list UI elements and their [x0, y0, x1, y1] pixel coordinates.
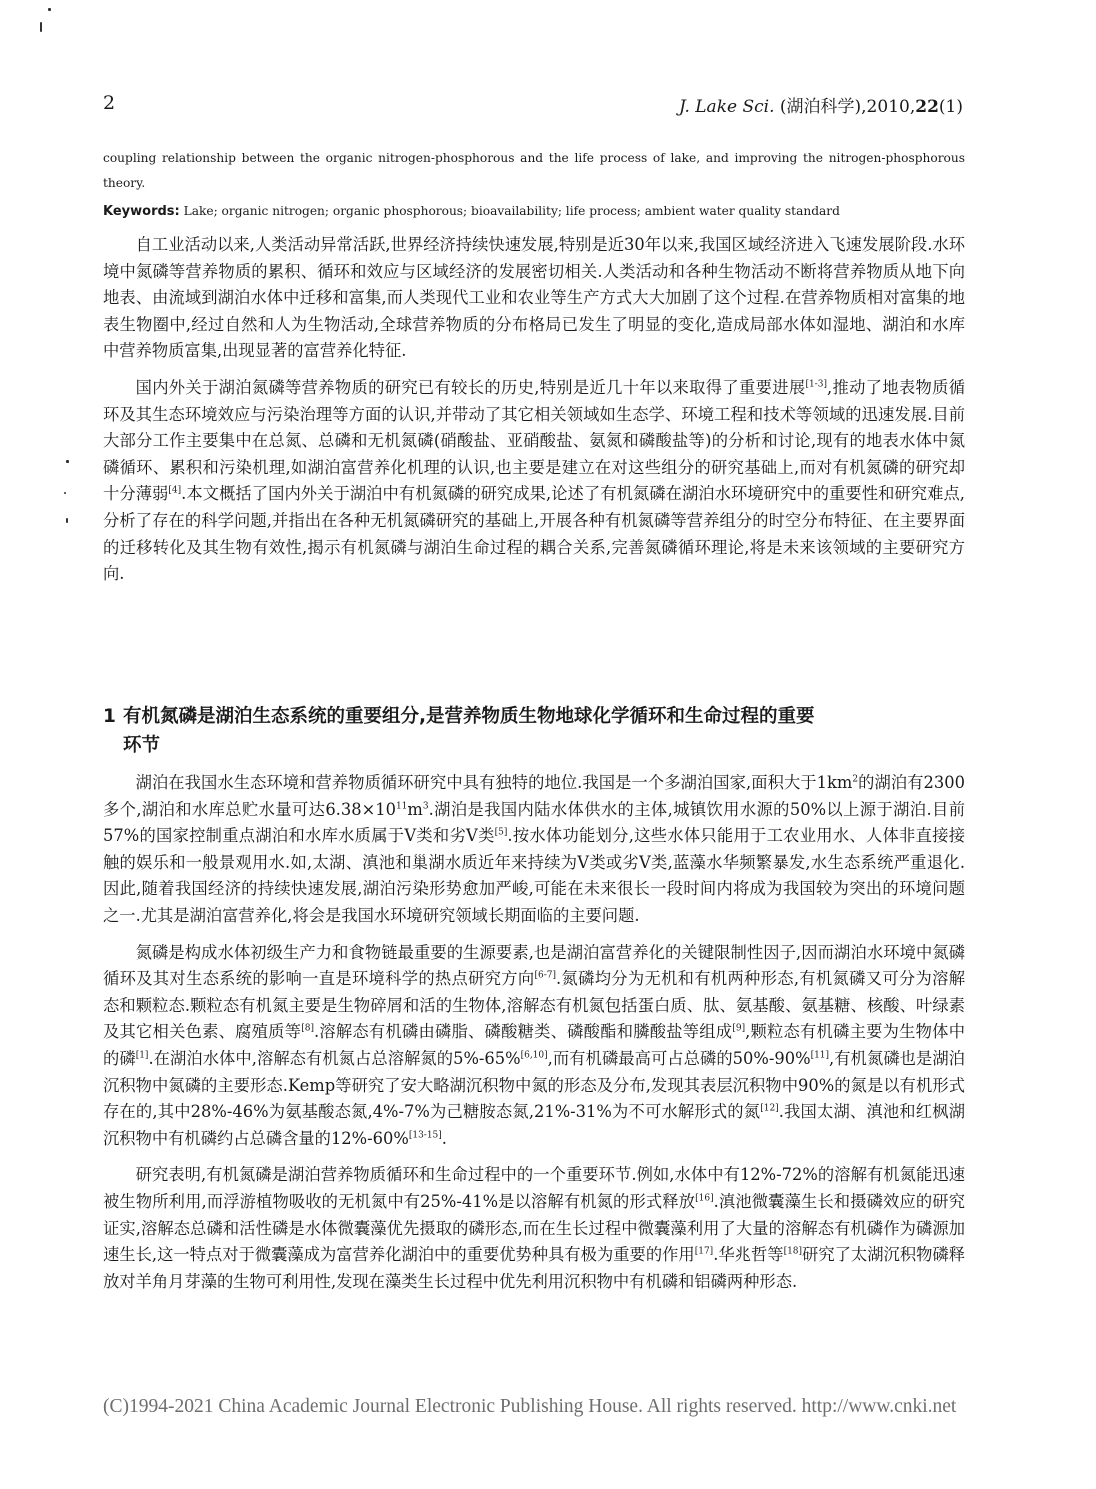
text-run: .在湖泊水体中,溶解态有机氮占总溶解氮的5%-65%: [148, 1048, 521, 1068]
running-header: [103, 92, 963, 120]
section-number: 1: [103, 706, 116, 727]
section-heading: [103, 702, 965, 760]
keywords: [103, 200, 983, 223]
text-run: .按水体功能划分,这些水体只能用于工农业用水、人体非直接接触的娱乐和一般景观用水.如,太湖、滇池和巢湖水质近年来持续为V类或劣V类,蓝藻水华频繁暴发,水生态系统严重退化.因此,随着我国经济的持续快速发展,湖泊污染形势愈加严峻,可能在未来很长一段时间内将成为我国较为突出的环境问题之一.尤其是湖泊富营养化,将会是我国水环境研究领域长期面临的主要问题.: [103, 826, 965, 925]
intro-paragraph-1: 自工业活动以来,人类活动异常活跃,世界经济持续快速发展,特别是近30年以来,我国区域经济进入飞速发展阶段.水环境中氮磷等营养物质的累积、循环和效应与区域经济的发展密切相关.人类活动和各种生物活动不断将营养物质从地下向地表、由流域到湖泊水体中迁移和富集,而人类现代工业和农业等生产方式大大加剧了这个过程.在营养物质相对富集的地表生物圈中,经过自然和人为生物活动,全球营养物质的分布格局已发生了明显的变化,造成局部水体如湿地、湖泊和水库中营养物质富集,出现显著的富营养化特征.: [103, 235, 965, 361]
citation: [6-7]: [534, 970, 557, 981]
text-run: 国内外关于湖泊氮磷等营养物质的研究已有较长的历史,特别是近几十年以来取得了重要进展: [135, 377, 806, 397]
text-run: .滇池微囊藻生长和摄磷效应的研究证实,溶解态总磷和活性磷是水体微囊藻优先摄取的磷形态,而在生长过程中微囊藻利用了大量的溶解态有机磷作为磷源加速生长,这一特点对于微囊藻成为富营养化湖泊中的重要优势种具有极为重要的作用: [103, 1191, 965, 1265]
text-run: .氮磷均分为无机和有机两种形态,有机氮磷又可分为溶解态和颗粒态.颗粒态有机氮主要是生物碎屑和活的生物体,溶解态有机氮包括蛋白质、肽、氨基酸、氨基糖、核酸、叶绿素及其它相关色素、腐殖质等: [103, 969, 965, 1042]
section-1-paragraph-3: [103, 1162, 965, 1295]
scan-speck: [64, 492, 66, 494]
citation: [4]: [168, 485, 182, 496]
text-run: 研究了太湖沉积物磷释放对羊角月芽藻的生物可利用性,发现在藻类生长过程中优先利用沉积物中有机磷和铝磷两种形态.: [103, 1245, 965, 1291]
text-run: .我国太湖、滇池和红枫湖沉积物中有机磷约占总磷含量的12%-60%: [103, 1102, 965, 1148]
keywords-label: Keywords:: [103, 204, 180, 219]
citation: [18]: [783, 1246, 803, 1257]
text-run: ,颗粒态有机磷主要为生物体中的磷: [103, 1022, 965, 1068]
citation: [5]: [494, 827, 508, 838]
page-number: 2: [103, 92, 116, 114]
text-run: ,推动了地表物质循环及其生态环境效应与污染治理等方面的认识,并带动了其它相关领域如生态学、环境工程和技术等领域的迅速发展.目前大部分工作主要集中在总氮、总磷和无机氮磷(硝酸盐、亚硝酸盐、氨氮和磷酸盐等)的分析和讨论,现有的地表水体中氮磷循环、累积和污染机理,如湖泊富营养化机理的认识,也主要是建立在对这些组分的研究基础上,而对有机氮磷的研究却十分薄弱: [103, 377, 965, 504]
citation: [9]: [732, 1023, 746, 1034]
superscript: 11: [395, 801, 408, 812]
citation: [17]: [694, 1246, 714, 1257]
section-title-line-1: 有机氮磷是湖泊生态系统的重要组分,是营养物质生物地球化学循环和生命过程的重要: [123, 706, 815, 727]
abstract-tail: coupling relationship between the organic nitrogen-phosphorous and the life process of lake, and improving the nitrogen-phosphorous theory.: [103, 151, 965, 190]
journal-year: ,2010,: [861, 97, 916, 117]
section-1-body: [103, 770, 965, 1295]
citation: [13-15]: [408, 1130, 442, 1141]
section-1-paragraph-2: [103, 940, 965, 1153]
scan-speck: [48, 8, 51, 11]
text-run: ,而有机磷最高可占总磷的50%-90%: [547, 1048, 811, 1068]
text-run: 的湖泊有2300多个,湖泊和水库总贮水量可达6.38×10: [103, 773, 965, 819]
journal-chinese-name: (湖泊科学): [779, 97, 862, 117]
journal-citation: [679, 92, 963, 117]
citation: [1-3]: [805, 379, 827, 390]
citation: [12]: [760, 1103, 779, 1114]
intro-section: [103, 232, 965, 588]
text-run: 湖泊在我国水生态环境和营养物质循环研究中具有独特的地位.我国是一个多湖泊国家,面积大于1km: [135, 773, 853, 792]
text-run: .: [441, 1128, 447, 1148]
intro-paragraph-2: [103, 375, 965, 588]
scan-speck: [40, 22, 42, 32]
citation: [8]: [301, 1023, 314, 1034]
text-run: ,有机氮磷也是湖泊沉积物中氮磷的主要形态.Kemp等研究了安大略湖沉积物中氮的形态及分布,发现其表层沉积物中90%的氮是以有机形式存在的,其中28%-46%为氨基酸态氮,4%-7%为己糖胺态氮,21%-31%为不可水解形式的氮: [103, 1048, 965, 1122]
keywords-text: Lake; organic nitrogen; organic phosphorous; bioavailability; life process; ambient water quality standard: [183, 204, 840, 218]
journal-name: J. Lake Sci.: [678, 97, 775, 117]
text-run: m: [407, 799, 423, 819]
journal-volume: 22: [915, 97, 939, 117]
copyright-footer: (C)1994-2021 China Academic Journal Electronic Publishing House. All rights reserved. http://www.cnki.net: [103, 1396, 957, 1417]
text-run: .华兆哲等: [713, 1245, 784, 1265]
citation: [11]: [810, 1050, 830, 1061]
scan-speck: [66, 518, 68, 523]
scan-speck: [66, 460, 69, 463]
text-run: .湖泊是我国内陆水体供水的主体,城镇饮用水源的50%以上源于湖泊.目前57%的国家控制重点湖泊和水库水质属于V类和劣V类: [103, 799, 965, 846]
text-run: 研究表明,有机氮磷是湖泊营养物质循环和生命过程中的一个重要环节.例如,水体中有12%-72%的溶解有机氮能迅速被生物所利用,而浮游植物吸收的无机氮中有25%-41%是以溶解有机氮的形式释放: [103, 1165, 965, 1211]
section-title-line-2: 环节: [123, 735, 161, 756]
citation: [16]: [695, 1193, 714, 1204]
text-run: .本文概括了国内外关于湖泊中有机氮磷的研究成果,论述了有机氮磷在湖泊水环境研究中的重要性和研究难点,分析了存在的科学问题,并指出在各种无机氮磷研究的基础上,开展各种有机氮磷等营养组分的时空分布特征、在主要界面的迁移转化及其生物有效性,揭示有机氮磷与湖泊生命过程的耦合关系,完善氮磷循环理论,将是未来该领域的主要研究方向.: [103, 484, 965, 584]
superscript: 3: [422, 801, 429, 812]
citation: [1]: [135, 1050, 149, 1061]
journal-issue: (1): [938, 97, 963, 117]
text-run: .溶解态有机磷由磷脂、磷酸糖类、磷酸酯和膦酸盐等组成: [313, 1022, 733, 1042]
section-1-paragraph-1: [103, 770, 965, 930]
citation: [6,10]: [520, 1050, 548, 1061]
superscript: 2: [852, 774, 859, 785]
text-run: 氮磷是构成水体初级生产力和食物链最重要的生源要素,也是湖泊富营养化的关键限制性因子,因而湖泊水环境中氮磷循环及其对生态系统的影响一直是环境科学的热点研究方向: [103, 942, 965, 989]
